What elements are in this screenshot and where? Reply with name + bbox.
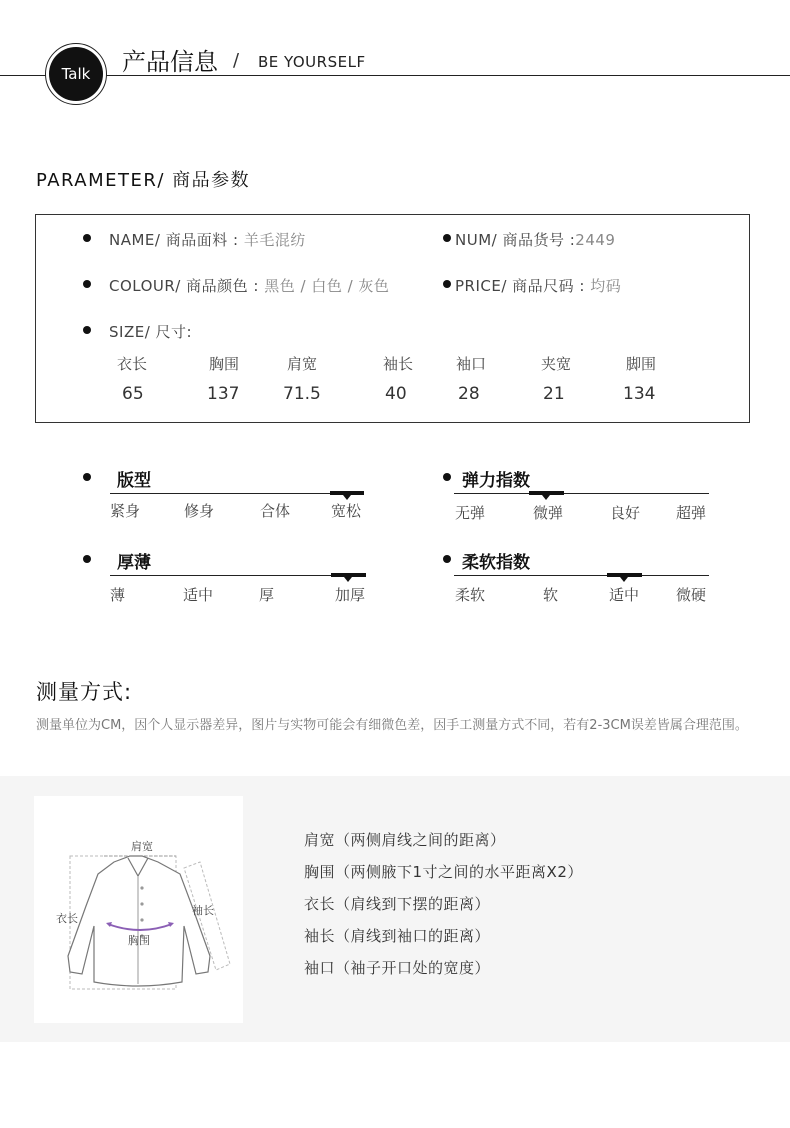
attr-option: 良好 [610, 504, 641, 522]
param-price-value: 均码 [590, 277, 622, 295]
diagram-label-chest: 胸围 [128, 934, 150, 947]
attr-option-selected: 微弹 [533, 504, 564, 522]
size-value: 134 [623, 384, 656, 404]
attr-option: 修身 [184, 502, 215, 520]
diagram-label-sleeve: 袖长 [192, 904, 214, 917]
size-header: 衣长 [117, 355, 148, 373]
param-size-label: SIZE/ 尺寸: [109, 323, 193, 341]
size-value: 21 [543, 384, 565, 404]
page-title: 产品信息 [122, 48, 218, 76]
size-header: 胸围 [209, 355, 240, 373]
button-dot [140, 918, 143, 921]
shirt-outline [68, 856, 210, 986]
attr-title-elasticity: 弹力指数 [462, 471, 530, 491]
attr-option: 合体 [260, 502, 291, 520]
attr-scale-line [454, 493, 709, 494]
attr-title-thickness: 厚薄 [117, 553, 151, 573]
size-header: 脚围 [626, 355, 657, 373]
page-subtitle: BE YOURSELF [258, 53, 366, 71]
measure-line: 袖口（袖子开口处的宽度） [304, 959, 491, 977]
parameter-heading: PARAMETER/ 商品参数 [36, 170, 251, 191]
size-value: 71.5 [283, 384, 321, 404]
size-header: 袖长 [383, 355, 414, 373]
bullet-icon [443, 555, 451, 563]
size-header: 袖口 [456, 355, 487, 373]
bullet-icon [443, 473, 451, 481]
bullet-icon [83, 473, 91, 481]
bullet-icon [83, 234, 91, 242]
size-value: 40 [385, 384, 407, 404]
attr-scale-line [110, 493, 364, 494]
bullet-icon [83, 555, 91, 563]
size-value: 137 [207, 384, 240, 404]
button-dot [140, 886, 143, 889]
button-dot [140, 902, 143, 905]
shirt-diagram-card [34, 796, 243, 1023]
measure-line: 胸围（两侧腋下1寸之间的水平距离X2） [304, 863, 583, 881]
marker-triangle-icon [542, 495, 550, 500]
attr-option: 柔软 [455, 586, 486, 604]
measure-note: 测量单位为CM，因个人显示器差异，图片与实物可能会有细微色差，因手工测量方式不同，若有2-3CM误差皆属合理范围。 [36, 718, 748, 733]
param-price-label: PRICE/ 商品尺码 : [455, 277, 591, 295]
measure-title: 测量方式: [36, 680, 133, 704]
attr-option: 无弹 [455, 504, 486, 522]
bullet-icon [443, 234, 451, 242]
bullet-icon [83, 326, 91, 334]
param-num-value: 2449 [575, 231, 616, 249]
attr-option: 软 [543, 586, 559, 604]
title-slash: / [233, 50, 240, 71]
attr-option: 薄 [110, 586, 126, 604]
talk-badge: Talk [49, 47, 103, 101]
param-colour-value: 黑色 / 白色 / 灰色 [264, 277, 390, 295]
attr-scale-line [454, 575, 709, 576]
attr-option: 紧身 [110, 502, 141, 520]
measure-line: 袖长（肩线到袖口的距离） [304, 927, 491, 945]
marker-triangle-icon [344, 577, 352, 582]
attr-title-fit: 版型 [117, 471, 151, 491]
attr-scale-line [110, 575, 366, 576]
diagram-label-length: 衣长 [56, 912, 78, 925]
diagram-label-shoulder: 肩宽 [131, 840, 153, 853]
marker-triangle-icon [620, 577, 628, 582]
size-value: 28 [458, 384, 480, 404]
param-price [455, 275, 621, 296]
size-header: 夹宽 [541, 355, 572, 373]
size-header: 肩宽 [287, 355, 318, 373]
param-colour [109, 275, 389, 296]
attr-option: 厚 [259, 586, 275, 604]
param-name-label: NAME/ 商品面料 : [109, 231, 244, 249]
bullet-icon [83, 280, 91, 288]
shirt-diagram [34, 796, 243, 1023]
bullet-icon [443, 280, 451, 288]
attr-option-selected: 加厚 [335, 586, 366, 604]
param-num-label: NUM/ 商品货号 : [455, 231, 576, 249]
attr-option-selected: 宽松 [331, 502, 362, 520]
param-num [455, 229, 615, 250]
attr-option: 微硬 [676, 586, 707, 604]
param-name [109, 229, 306, 250]
measure-line: 衣长（肩线到下摆的距离） [304, 895, 491, 913]
param-name-value: 羊毛混纺 [243, 231, 306, 249]
measure-line: 肩宽（两侧肩线之间的距离） [304, 831, 506, 849]
attr-option: 超弹 [676, 504, 707, 522]
attr-option: 适中 [183, 586, 214, 604]
attr-option-selected: 适中 [609, 586, 640, 604]
param-colour-label: COLOUR/ 商品颜色 : [109, 277, 265, 295]
size-value: 65 [122, 384, 144, 404]
header-divider [0, 75, 790, 76]
attr-title-softness: 柔软指数 [462, 553, 530, 573]
